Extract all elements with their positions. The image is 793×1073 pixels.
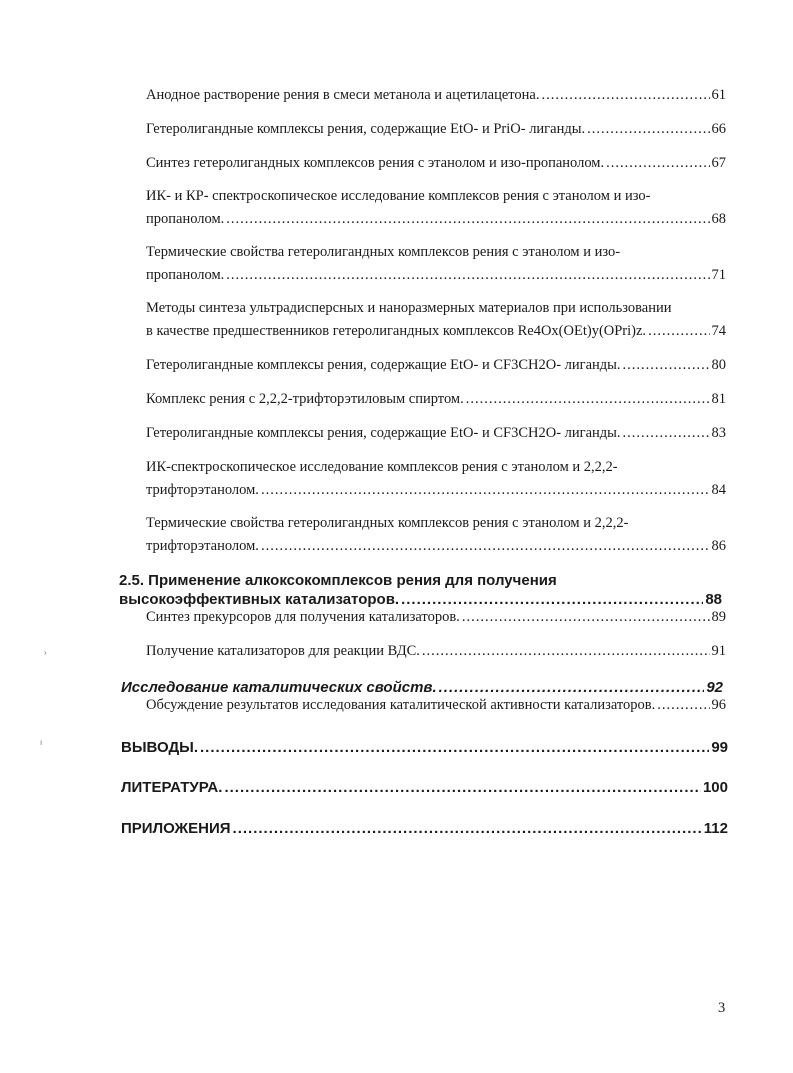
toc-section-page: 92 (706, 679, 723, 696)
toc-entry-title: Гетеролигандные комплексы рения, содержащие EtO- и PriO- лиганды. (146, 121, 586, 137)
toc-entry-title-line1: Методы синтеза ультрадисперсных и наноразмерных материалов при использовании (146, 300, 672, 316)
toc-section-literature[interactable] (121, 778, 728, 797)
toc-entry-title: Анодное растворение рения в смеси метанола и ацетилацетона. (146, 87, 540, 103)
toc-section-title: ВЫВОДЫ. (121, 739, 198, 756)
toc-entry-title: Синтез прекурсоров для получения катализаторов. (146, 609, 460, 625)
toc-entry-title-line2: трифторэтанолом. (146, 538, 259, 554)
toc-entry-title-line2: пропанолом. (146, 211, 225, 227)
dot-leader (226, 264, 709, 287)
toc-entry-title-line2: трифторэтанолом. (146, 482, 259, 498)
toc-section-conclusions[interactable] (121, 738, 728, 757)
toc-entry-page: 84 (711, 482, 726, 498)
toc-entry-title: Обсуждение результатов исследования каталитической активности катализаторов. (146, 697, 656, 713)
toc-entry[interactable] (146, 297, 726, 343)
dot-leader (648, 320, 709, 343)
toc-section-title: Исследование каталитических свойств. (121, 679, 437, 696)
dot-leader (623, 354, 710, 377)
toc-entry-title-line1: Термические свойства гетеролигандных комплексов рения с этанолом и изо- (146, 244, 621, 260)
scan-artifact-mark: ı (40, 738, 43, 747)
toc-entry[interactable] (146, 354, 726, 377)
toc-entry-page: 66 (711, 121, 726, 137)
dot-leader (422, 640, 710, 663)
toc-section-2-5[interactable] (119, 571, 722, 609)
dot-leader (587, 118, 709, 141)
dot-leader (657, 694, 709, 717)
toc-entry[interactable] (146, 241, 726, 287)
scan-artifact-mark: › (44, 648, 47, 657)
toc-entry-title: Получение катализаторов для реакции ВДС. (146, 643, 420, 659)
toc-entry[interactable] (146, 118, 726, 141)
toc-entry[interactable] (146, 456, 726, 502)
toc-entry-page: 83 (711, 425, 726, 441)
toc-entry[interactable] (146, 152, 726, 175)
toc-entry[interactable] (146, 640, 726, 663)
dot-leader (233, 819, 702, 838)
toc-entry-title-line1: Термические свойства гетеролигандных комплексов рения с этанолом и 2,2,2- (146, 515, 629, 531)
toc-entry-title-line2: пропанолом. (146, 267, 225, 283)
toc-section-page: 88 (705, 591, 722, 608)
dot-leader (261, 479, 710, 502)
toc-section-page: 100 (702, 779, 728, 796)
dot-leader (606, 152, 709, 175)
page-number: 3 (718, 1000, 726, 1016)
toc-section-page: 112 (703, 820, 728, 837)
toc-entry-page: 80 (711, 357, 726, 373)
dot-leader (200, 738, 709, 757)
toc-entry-title-line1: ИК-спектроскопическое исследование комплексов рения с этанолом и 2,2,2- (146, 459, 618, 475)
dot-leader (226, 208, 709, 231)
toc-entry-page: 68 (711, 211, 726, 227)
toc-entry[interactable] (146, 388, 726, 411)
toc-entry-page: 81 (711, 391, 726, 407)
dot-leader (462, 606, 710, 629)
toc-section-appendices[interactable] (121, 819, 728, 838)
toc-entry[interactable] (146, 512, 726, 558)
dot-leader (466, 388, 710, 411)
toc-entry-title: Комплекс рения с 2,2,2-трифторэтиловым спиртом. (146, 391, 464, 407)
toc-entry-page: 91 (711, 643, 726, 659)
toc-entry-title-line2: в качестве предшественников гетеролигандных комплексов Re4Ox(OEt)y(OPri)z. (146, 323, 647, 339)
toc-entry[interactable] (146, 422, 726, 445)
dot-leader (623, 422, 710, 445)
toc-section-title: ЛИТЕРАТУРА. (121, 779, 223, 796)
toc-section-title: ПРИЛОЖЕНИЯ (121, 820, 231, 837)
toc-entry-title-line1: ИК- и КР- спектроскопическое исследование комплексов рения с этанолом и изо- (146, 188, 651, 204)
toc-entry-page: 67 (711, 155, 726, 171)
toc-entry-page: 61 (711, 87, 726, 103)
toc-entry-title: Синтез гетеролигандных комплексов рения с этанолом и изо-пропанолом. (146, 155, 605, 171)
toc-entry-page: 89 (711, 609, 726, 625)
toc-entry[interactable] (146, 694, 726, 717)
toc-section-title-line1: 2.5. Применение алкоксокомплексов рения для получения (119, 572, 557, 589)
toc-entry-title: Гетеролигандные комплексы рения, содержащие EtO- и CF3CH2O- лиганды. (146, 357, 621, 373)
toc-entry[interactable] (146, 185, 726, 231)
toc-entry-page: 86 (711, 538, 726, 554)
toc-entry[interactable] (146, 606, 726, 629)
toc-entry[interactable] (146, 84, 726, 107)
toc-entry-page: 71 (711, 267, 726, 283)
toc-entry-page: 96 (711, 697, 726, 713)
toc-entry-page: 74 (711, 323, 726, 339)
toc-entry-title: Гетеролигандные комплексы рения, содержащие EtO- и CF3CH2O- лиганды. (146, 425, 621, 441)
dot-leader (224, 778, 701, 797)
dot-leader (541, 84, 709, 107)
toc-section-page: 99 (711, 739, 728, 756)
toc-section-title-line2: высокоэффективных катализаторов. (119, 591, 400, 608)
dot-leader (261, 535, 710, 558)
